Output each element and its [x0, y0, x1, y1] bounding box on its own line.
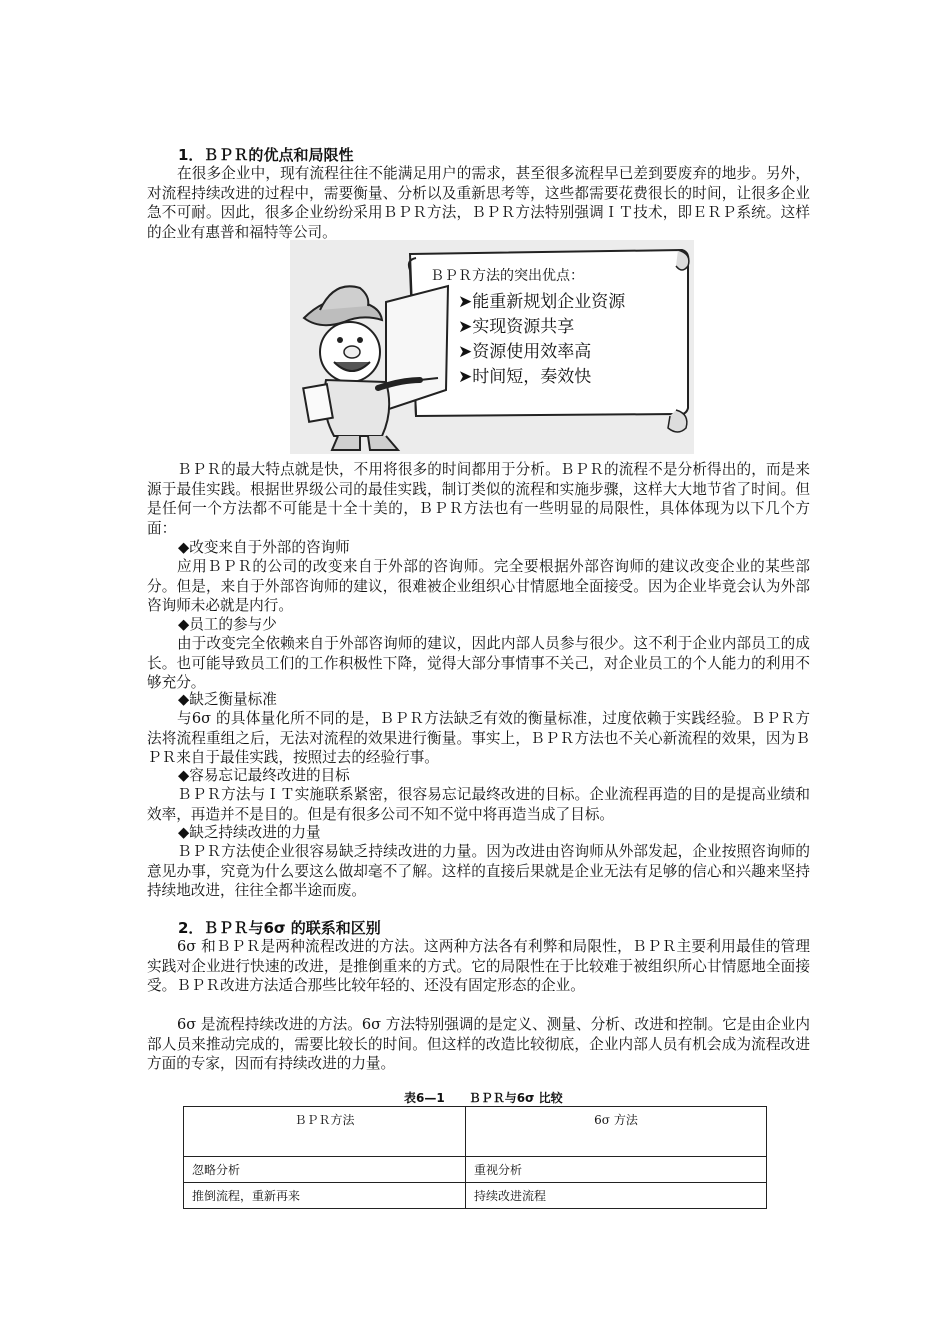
limit-body: 与6σ 的具体量化所不同的是，ＢＰＲ方法缺乏有效的衡量标准，过度依赖于实践经验。ＢＰＲ方法将流程重组之后，无法对流程的效果进行衡量。事实上，ＢＰＲ方法也不关心新流程的效果，因为ＢＰＲ来自于最佳实践，按照过去的经验行事。 [147, 710, 810, 766]
limit-body: ＢＰＲ方法使企业很容易缺乏持续改进的力量。因为改进由咨询师从外部发起，企业按照咨询师的意见办事，究竟为什么要这么做却毫不了解。这样的直接后果就是企业无法有足够的信心和兴趣来坚持持续地改进，往往全都半途而废。 [147, 843, 810, 899]
table-header-cell: ＢＰＲ方法 [184, 1107, 466, 1157]
table-header-row [184, 1107, 767, 1157]
section1-intro: 在很多企业中，现有流程往往不能满足用户的需求，甚至很多流程早已差到要废弃的地步。另外，对流程持续改进的过程中，需要衡量、分析以及重新思考等，这些都需要花费很长的时间，让很多企业急不可耐。因此，很多企业纷纷采用ＢＰＲ方法，ＢＰＲ方法特别强调ＩＴ技术，即ＥＲＰ系统。这样的企业有惠普和福特等公司。 [147, 165, 810, 241]
limit-title: ◆缺乏衡量标准 [178, 691, 277, 708]
section2-para2: 6σ 是流程持续改进的方法。6σ 方法特别强调的是定义、测量、分析、改进和控制。它是由企业内部人员来推动完成的，需要比较长的时间。但这样的改造比较彻底，企业内部人员有机会成为流程改进方面的专家，因而有持续改进的力量。 [147, 1016, 810, 1072]
figure-item: ➤实现资源共享 [458, 317, 575, 337]
section2-para1: 6σ 和ＢＰＲ是两种流程改进的方法。这两种方法各有利弊和局限性，ＢＰＲ主要利用最佳的管理实践对企业进行快速的改进，是推倒重来的方式。它的局限性在于比较难于被组织所心甘情愿地全面接受。ＢＰＲ改进方法适合那些比较年轻的、还没有固定形态的企业。 [147, 938, 810, 994]
table-row [184, 1157, 767, 1183]
table-cell: 推倒流程，重新再来 [184, 1183, 466, 1209]
table-header-cell: 6σ 方法 [466, 1107, 767, 1157]
comparison-table [183, 1106, 767, 1209]
limit-title: ◆缺乏持续改进的力量 [178, 824, 321, 841]
cartoon-figure [290, 240, 694, 454]
table-row [184, 1183, 767, 1209]
table-cell: 持续改进流程 [466, 1183, 767, 1209]
limit-title: ◆容易忘记最终改进的目标 [178, 767, 350, 784]
figure-title: ＢＰＲ方法的突出优点： [430, 268, 584, 284]
section2-heading: 2．ＢＰＲ与6σ 的联系和区别 [178, 919, 381, 937]
section1-para2: ＢＰＲ的最大特点就是快，不用将很多的时间都用于分析。ＢＰＲ的流程不是分析得出的，而是来源于最佳实践。根据世界级公司的最佳实践，制订类似的流程和实施步骤，这样大大地节省了时间。但是任何一个方法都不可能是十全十美的，ＢＰＲ方法也有一些明显的局限性，具体体现为以下几个方面： [147, 461, 810, 537]
limit-title: ◆员工的参与少 [178, 616, 277, 633]
section1-heading: 1．ＢＰＲ的优点和局限性 [178, 146, 354, 164]
limit-body: 由于改变完全依赖来自于外部咨询师的建议，因此内部人员参与很少。这不利于企业内部员工的成长。也可能导致员工们的工作积极性下降，觉得大部分事情事不关己，对企业员工的个人能力的利用不够充分。 [147, 635, 810, 691]
bpr-advantages-illustration [290, 240, 694, 454]
figure-item: ➤资源使用效率高 [458, 342, 592, 362]
table-caption: 表6—1 ＢＰＲ与6σ 比较 [404, 1091, 563, 1105]
limit-body: 应用ＢＰＲ的公司的改变来自于外部的咨询师。完全要根据外部咨询师的建议改变企业的某些部分。但是，来自于外部咨询师的建议，很难被企业组织心甘情愿地全面接受。因为企业毕竟会认为外部咨询师未必就是内行。 [147, 558, 810, 614]
figure-item: ➤能重新规划企业资源 [458, 292, 626, 312]
table-cell: 重视分析 [466, 1157, 767, 1183]
figure-item: ➤时间短，奏效快 [458, 367, 592, 387]
limit-body: ＢＰＲ方法与ＩＴ实施联系紧密，很容易忘记最终改进的目标。企业流程再造的目的是提高业绩和效率，再造并不是目的。但是有很多公司不知不觉中将再造当成了目标。 [147, 786, 810, 823]
table-cell: 忽略分析 [184, 1157, 466, 1183]
limit-title: ◆改变来自于外部的咨询师 [178, 539, 350, 556]
